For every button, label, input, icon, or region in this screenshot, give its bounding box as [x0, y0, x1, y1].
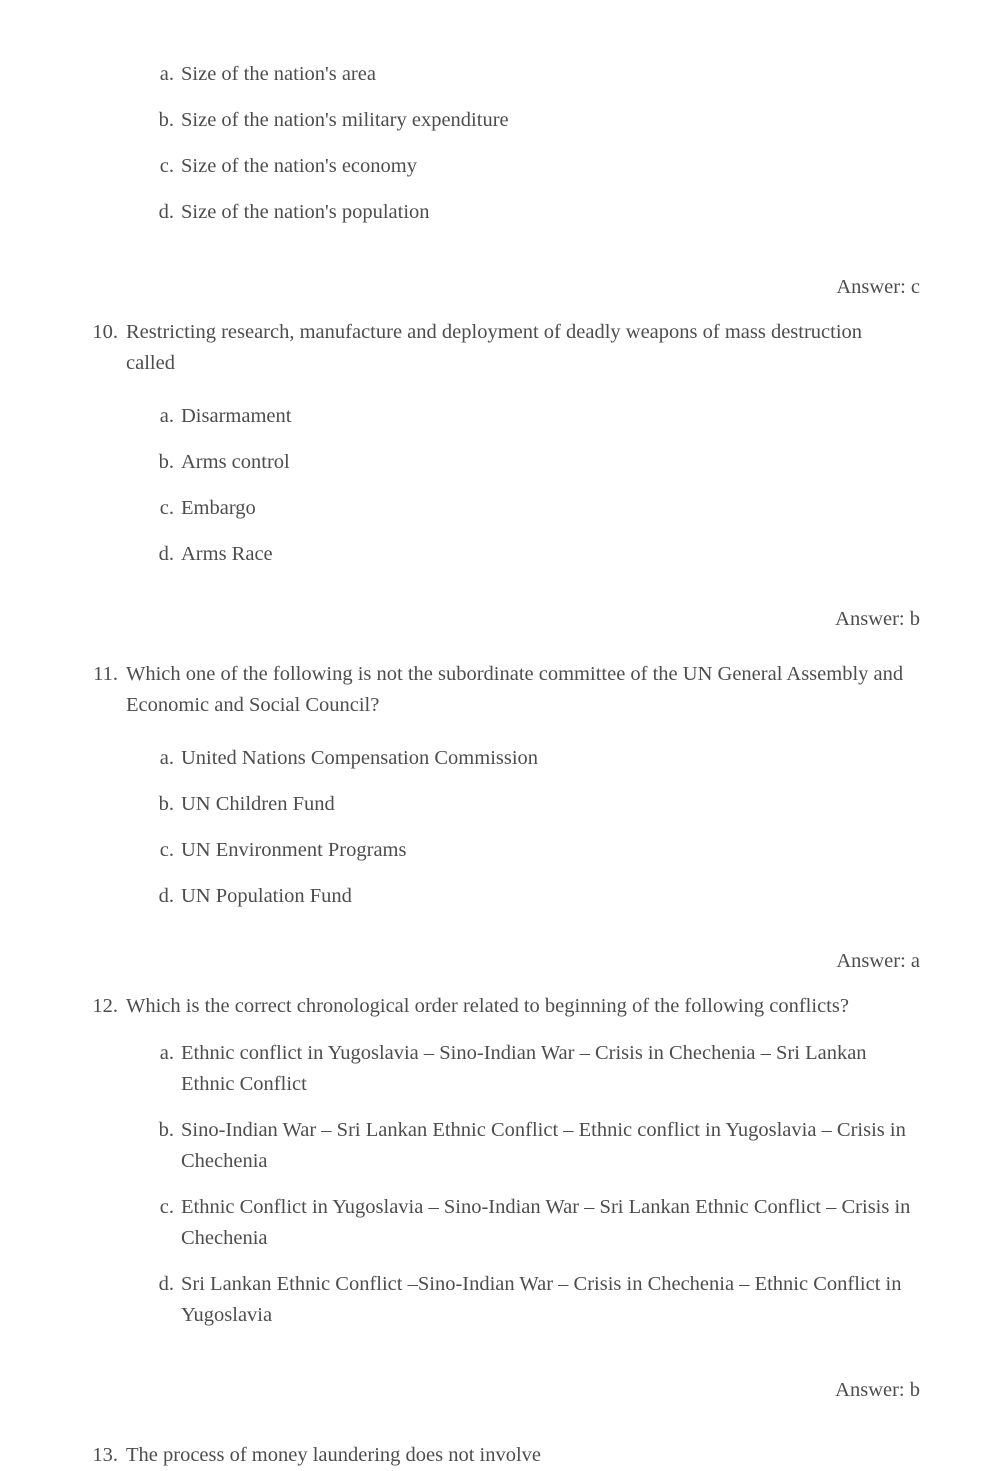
spacer: [88, 912, 920, 946]
question-item: [88, 317, 920, 379]
spacer: [88, 1406, 920, 1440]
option-text: Size of the nation's area: [181, 63, 376, 85]
option-text: Ethnic Conflict in Yugoslavia – Sino-Indian War – Sri Lankan Ethnic Conflict – Crisis in Chechenia: [181, 1196, 911, 1249]
list-item: [150, 1115, 920, 1177]
list-item: [150, 743, 920, 774]
question-text: Restricting research, manufacture and deployment of deadly weapons of mass destruction called: [126, 321, 863, 374]
spacer: [88, 1331, 920, 1375]
question-text: The process of money laundering does not involve: [126, 1444, 542, 1466]
option-text: Size of the nation's military expenditure: [181, 109, 509, 131]
list-item: [150, 1038, 920, 1100]
question-number: 13.: [92, 1444, 118, 1466]
question-text: Which one of the following is not the subordinate committee of the UN General Assembly and Economic and Social Council?: [126, 663, 904, 716]
question-item: [88, 1440, 920, 1471]
question-text: Which is the correct chronological order related to beginning of the following conflicts?: [126, 995, 849, 1017]
option-text: Sri Lankan Ethnic Conflict –Sino-Indian War – Crisis in Chechenia – Ethnic Conflict in Yugoslavia: [181, 1273, 902, 1326]
question-number: 10.: [92, 321, 118, 343]
list-item: [150, 1192, 920, 1254]
list-item: [150, 493, 920, 524]
option-letter: b.: [158, 1119, 174, 1141]
spacer: [88, 228, 920, 272]
option-list: [150, 59, 920, 228]
list-item: [150, 447, 920, 478]
option-letter: c.: [159, 497, 174, 519]
option-letter: d.: [158, 543, 174, 565]
answer-label: Answer: b: [835, 1379, 920, 1401]
spacer: [88, 977, 920, 991]
option-text: Arms control: [181, 451, 290, 473]
list-item: [150, 197, 920, 228]
list-item: [150, 1269, 920, 1331]
option-letter: a.: [159, 63, 174, 85]
option-letter: c.: [159, 155, 174, 177]
option-letter: a.: [159, 1042, 174, 1064]
option-text: Size of the nation's economy: [181, 155, 417, 177]
option-letter: d.: [158, 1273, 174, 1295]
option-letter: a.: [159, 747, 174, 769]
question-number: 12.: [92, 995, 118, 1017]
list-item: [150, 105, 920, 136]
answer-label: Answer: b: [835, 608, 920, 630]
answer-label: Answer: a: [836, 950, 920, 972]
question-item: [88, 659, 920, 721]
option-text: United Nations Compensation Commission: [181, 747, 539, 769]
option-letter: d.: [158, 201, 174, 223]
spacer: [88, 303, 920, 317]
option-text: UN Children Fund: [181, 793, 335, 815]
list-item: [150, 539, 920, 570]
option-text: Size of the nation's population: [181, 201, 430, 223]
option-list: [150, 743, 920, 912]
option-letter: b.: [158, 451, 174, 473]
option-list: [150, 401, 920, 570]
spacer: [88, 570, 920, 604]
spacer: [88, 635, 920, 659]
list-item: [150, 881, 920, 912]
list-item: [150, 59, 920, 90]
option-text: UN Population Fund: [181, 885, 352, 907]
option-letter: a.: [159, 405, 174, 427]
question-item: [88, 991, 920, 1022]
option-text: UN Environment Programs: [181, 839, 407, 861]
option-text: Embargo: [181, 497, 256, 519]
list-item: [150, 835, 920, 866]
option-text: Arms Race: [181, 543, 273, 565]
list-item: [150, 151, 920, 182]
option-text: Ethnic conflict in Yugoslavia – Sino-Indian War – Crisis in Chechenia – Sri Lankan Ethnic Conflict: [181, 1042, 867, 1095]
option-letter: d.: [158, 885, 174, 907]
list-item: [150, 789, 920, 820]
question-number: 11.: [93, 663, 118, 685]
option-list: [150, 1038, 920, 1331]
option-letter: b.: [158, 109, 174, 131]
list-item: [150, 401, 920, 432]
answer-label: Answer: c: [836, 276, 920, 298]
option-text: Disarmament: [181, 405, 292, 427]
option-letter: b.: [158, 793, 174, 815]
option-letter: c.: [159, 1196, 174, 1218]
option-text: Sino-Indian War – Sri Lankan Ethnic Conflict – Ethnic conflict in Yugoslavia – Crisis in Chechenia: [181, 1119, 906, 1172]
option-letter: c.: [159, 839, 174, 861]
